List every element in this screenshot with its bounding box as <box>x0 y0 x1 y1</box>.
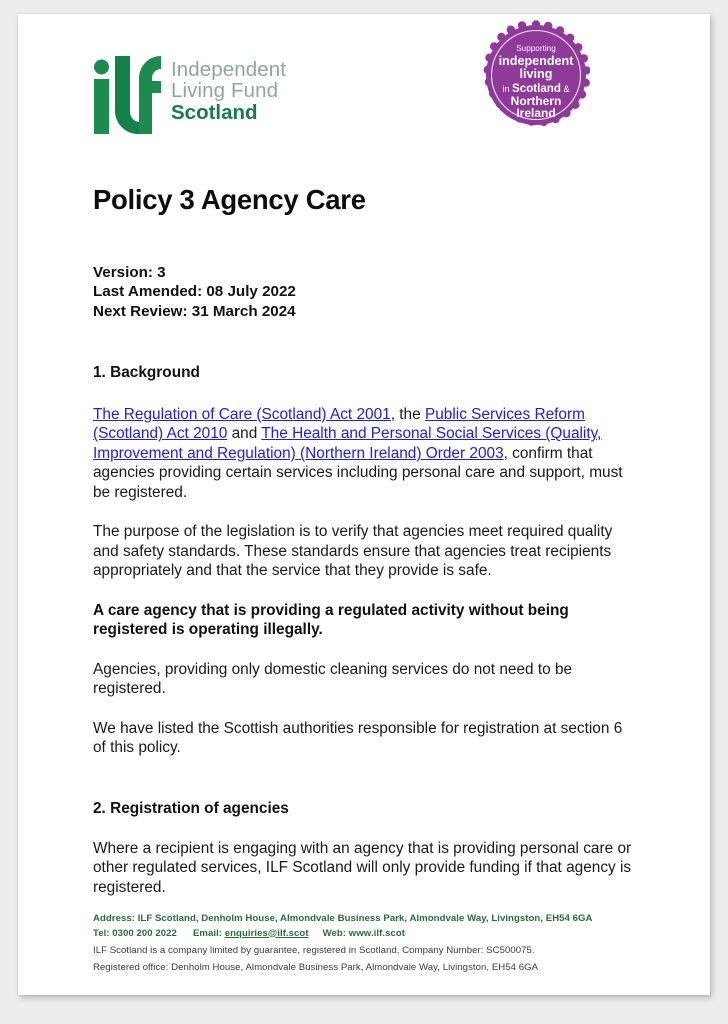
badge-line-living: living <box>519 67 553 81</box>
link-public-services-reform-act[interactable]: Public Services Reform (Scotland) Act 2010 <box>93 405 585 443</box>
badge-line-scotland: in Scotland & <box>502 82 570 95</box>
section-heading-background: 1. Background <box>93 363 200 381</box>
document-metadata <box>93 263 638 322</box>
badge-line-supporting: Supporting <box>516 44 556 53</box>
document-header <box>18 14 710 174</box>
ilf-scotland-logo <box>93 56 286 134</box>
badge-line-northern: Northern <box>510 94 562 108</box>
meta-next-review: Next Review: 31 March 2024 <box>93 303 296 321</box>
footer-web: www.ilf.scot <box>348 927 405 939</box>
meta-version: Version: 3 <box>93 263 166 281</box>
footer-email-label: Email: <box>192 927 225 939</box>
footer-registered-office: Registered office: Denholm House, Almondvale Business Park, Almondvale Way, Livingston, EH54 6GA <box>93 962 539 974</box>
supporting-independent-living-badge <box>482 20 590 132</box>
paragraph-purpose: The purpose of the legislation is to verify that agencies meet required quality and safety standards. These standards ensure that agencies treat recipients appropriately and that the service that they provide is safe. <box>93 523 613 580</box>
document-footer <box>93 912 653 975</box>
document-page <box>18 14 710 995</box>
logo-line-living-fund: Living Fund <box>171 78 279 102</box>
paragraph-illegal-warning: A care agency that is providing a regulated activity without being registered is operating illegally. <box>93 601 569 639</box>
paragraph-authorities: We have listed the Scottish authorities responsible for registration at section 6 of this policy. <box>93 719 623 757</box>
legislation-text-mid2: and <box>227 425 262 443</box>
paragraph-funding: Where a recipient is engaging with an agency that is providing personal care or other regulated services, ILF Scotland will only provide funding if that agency is registered. <box>93 839 632 896</box>
footer-web-label: Web: <box>322 927 349 939</box>
footer-contact-line <box>93 927 653 942</box>
logo-line-scotland: Scotland <box>171 100 258 124</box>
ilf-logomark-icon <box>93 56 161 134</box>
footer-tel: Tel: 0300 200 2022 <box>93 927 177 939</box>
logo-wordmark <box>171 56 286 124</box>
meta-last-amended: Last Amended: 08 July 2022 <box>93 283 296 301</box>
logo-line-independent: Independent <box>171 58 287 81</box>
badge-line-independent: independent <box>498 54 574 68</box>
paragraph-legislation <box>93 405 638 502</box>
link-health-personal-social-services-order[interactable]: The Health and Personal Social Services (Quality, Improvement and Regulation) (Northern Ireland) Order 2003 <box>93 425 602 462</box>
footer-company-line: ILF Scotland is a company limited by guarantee, registered in Scotland, Company Number: SC500075. <box>93 945 535 957</box>
legislation-text-tail: , confirm that agencies providing certain services including personal care and support, must be registered. <box>93 444 623 501</box>
paragraph-domestic-cleaning: Agencies, providing only domestic cleaning services do not need to be registered. <box>93 660 573 698</box>
legislation-text-mid1: , the <box>390 405 425 423</box>
document-body <box>93 184 638 897</box>
footer-email-link[interactable]: enquiries@ilf.scot <box>224 927 309 939</box>
footer-address: Address: ILF Scotland, Denholm House, Almondvale Business Park, Almondvale Way, Livingston, EH54 6GA <box>93 913 593 924</box>
link-regulation-of-care-act[interactable]: The Regulation of Care (Scotland) Act 2001 <box>93 405 391 423</box>
badge-line-ireland: Ireland <box>516 106 556 120</box>
section-heading-registration: 2. Registration of agencies <box>93 799 289 817</box>
page-title: Policy 3 Agency Care <box>93 184 366 215</box>
